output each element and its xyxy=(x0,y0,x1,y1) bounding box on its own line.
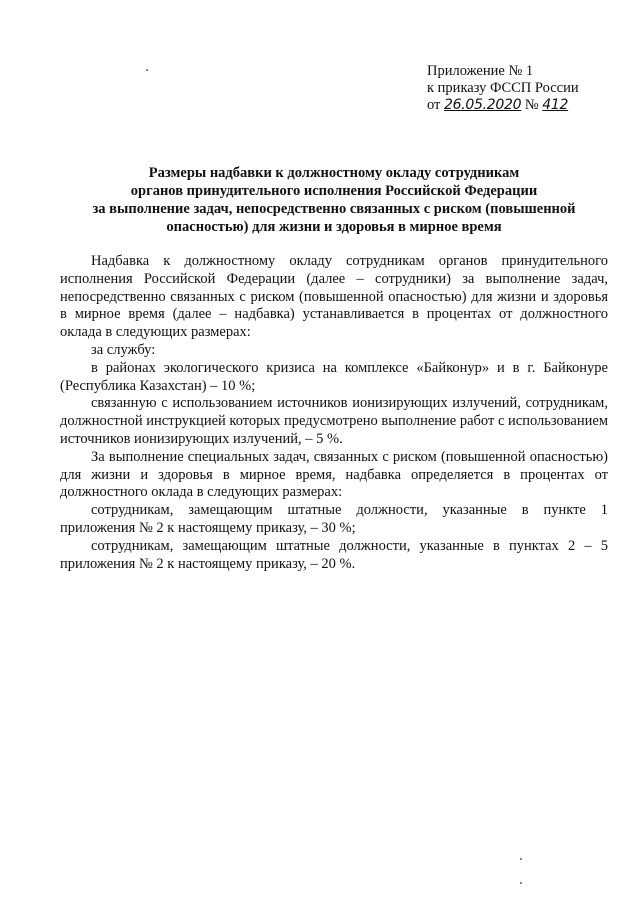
scan-speck xyxy=(520,858,522,860)
handwritten-order-number: 412 xyxy=(542,97,569,113)
paragraph-service-heading: за службу: xyxy=(91,341,156,358)
scan-speck xyxy=(520,882,522,884)
scan-speck xyxy=(146,69,148,71)
appendix-header xyxy=(427,63,627,114)
paragraph-intro: Надбавка к должностному окладу сотрудникам органов принудительного исполнения Российской Федерации (далее – сотрудники) за выполнение задач, непосредственно связанных с риском (повышенной опасностью) для жизни и здоровья в мирное время (далее – надбавка) устанавливается в процентах от должностного оклада в следующих размерах: xyxy=(60,253,608,341)
document-title xyxy=(60,164,608,236)
title-line-2: органов принудительного исполнения Российской Федерации xyxy=(130,183,538,199)
number-prefix: № xyxy=(524,97,539,113)
title-line-3: за выполнение задач, непосредственно связанных с риском (повышенной xyxy=(92,201,576,217)
title-line-4: опасностью) для жизни и здоровья в мирное время xyxy=(166,219,502,235)
paragraph-special-tasks: За выполнение специальных задач, связанных с риском (повышенной опасностью) для жизни и здоровья в мирное время, надбавка определяется в процентах от должностного оклада в следующих размерах: xyxy=(60,448,608,501)
handwritten-date: 26.05.2020 xyxy=(444,97,522,113)
paragraph-30-percent: сотрудникам, замещающим штатные должности, указанные в пункте 1 приложения № 2 к настоящему приказу, – 30 %; xyxy=(60,502,608,536)
appendix-number: Приложение № 1 xyxy=(427,63,534,79)
paragraph-baikonur: в районах экологического кризиса на комплексе «Байконур» и в г. Байконуре (Республика Казахстан) – 10 %; xyxy=(60,359,608,394)
document-body xyxy=(60,253,608,573)
order-reference: к приказу ФССП России xyxy=(427,80,579,96)
title-line-1: Размеры надбавки к должностному окладу сотрудникам xyxy=(148,165,520,181)
paragraph-20-percent: сотрудникам, замещающим штатные должности, указанные в пунктах 2 – 5 приложения № 2 к настоящему приказу, – 20 %. xyxy=(60,537,608,572)
order-date-line xyxy=(427,97,627,114)
paragraph-ionizing-radiation: связанную с использованием источников ионизирующих излучений, сотрудникам, должностной инструкцией которых предусмотрено выполнение работ с использованием источников ионизирующих излучений, – 5 %. xyxy=(60,395,608,447)
date-prefix: от xyxy=(427,97,441,113)
